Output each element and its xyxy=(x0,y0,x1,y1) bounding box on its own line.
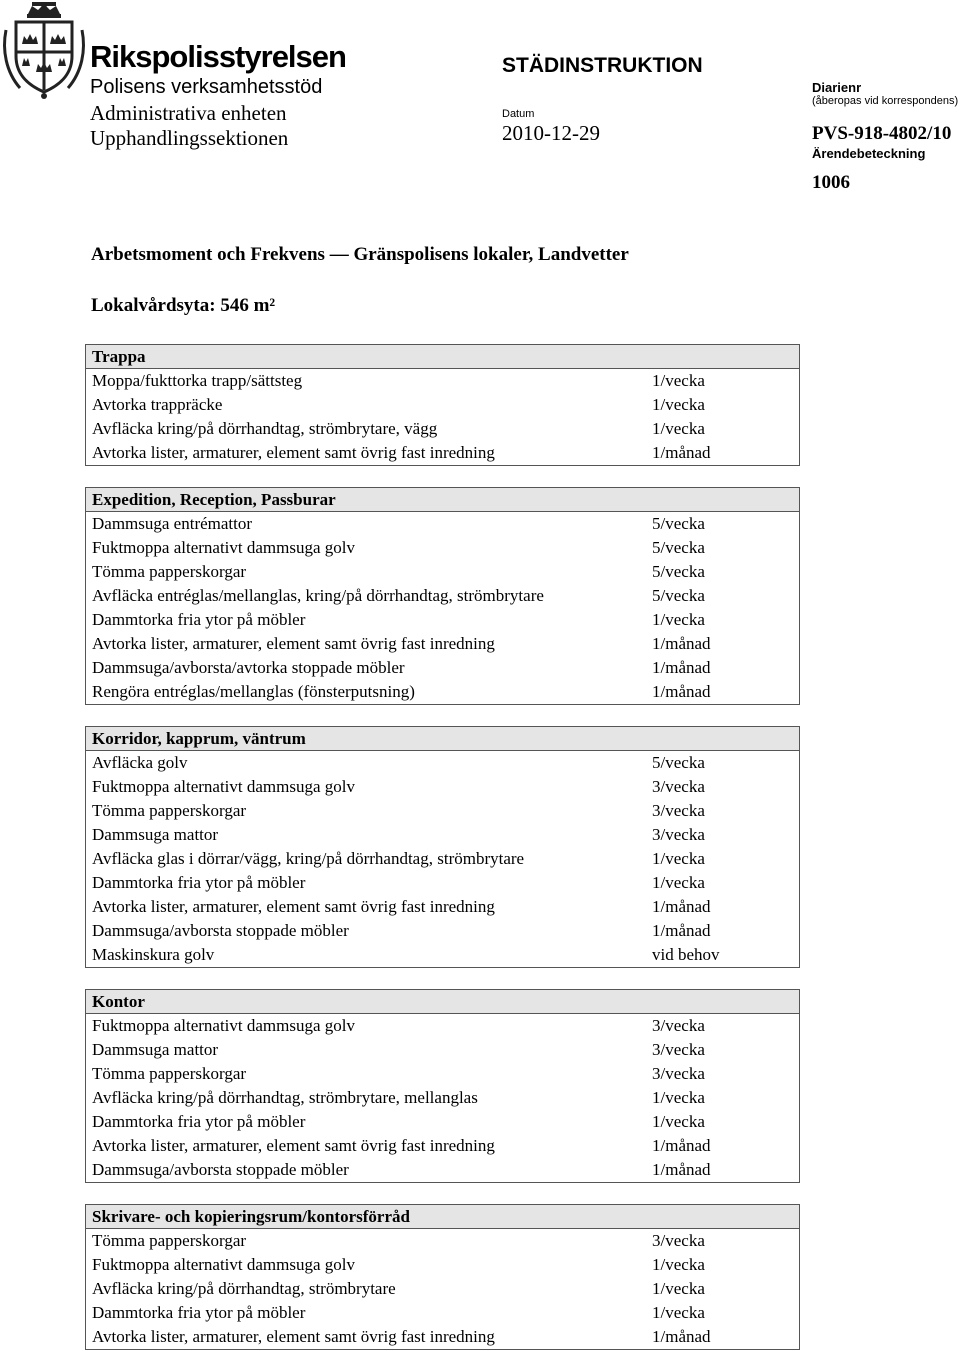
diary-number-label: Diarienr xyxy=(812,80,862,95)
task-row xyxy=(86,441,799,465)
task-frequency: 1/månad xyxy=(652,1327,711,1346)
task-row xyxy=(86,1277,799,1301)
task-row xyxy=(86,1062,799,1086)
section-title: Korridor, kapprum, väntrum xyxy=(86,727,799,751)
task-name: Avtorka lister, armaturer, element samt övrig fast inredning xyxy=(92,443,495,462)
task-frequency: 5/vecka xyxy=(652,753,705,772)
task-row xyxy=(86,1301,799,1325)
task-row xyxy=(86,1229,799,1253)
cleaning-area: Lokalvårdsyta: 546 m² xyxy=(91,295,276,316)
case-reference-label: Ärendebeteckning xyxy=(812,146,926,161)
task-frequency: 5/vecka xyxy=(652,514,705,533)
date-label: Datum xyxy=(502,108,535,120)
task-frequency: 1/månad xyxy=(652,897,711,916)
task-name: Rengöra entréglas/mellanglas (fönsterputsning) xyxy=(92,682,415,701)
task-name: Avtorka lister, armaturer, element samt övrig fast inredning xyxy=(92,1327,495,1346)
task-name: Avfläcka golv xyxy=(92,753,188,772)
task-name: Fuktmoppa alternativt dammsuga golv xyxy=(92,1016,355,1035)
task-row xyxy=(86,632,799,656)
task-frequency: 1/månad xyxy=(652,921,711,940)
task-row xyxy=(86,393,799,417)
task-name: Dammsuga/avborsta stoppade möbler xyxy=(92,921,349,940)
task-row xyxy=(86,847,799,871)
task-row xyxy=(86,1086,799,1110)
task-name: Moppa/fukttorka trapp/sättsteg xyxy=(92,371,303,390)
task-frequency: 3/vecka xyxy=(652,1231,705,1250)
task-frequency: 3/vecka xyxy=(652,1064,705,1083)
task-name: Maskinskura golv xyxy=(92,945,215,964)
task-row xyxy=(86,1110,799,1134)
organization-section: Upphandlingssektionen xyxy=(90,126,289,150)
task-name: Dammsuga entrémattor xyxy=(92,514,253,533)
section-korridor xyxy=(85,726,800,968)
task-frequency: 1/vecka xyxy=(652,419,705,438)
task-frequency: 3/vecka xyxy=(652,825,705,844)
task-row xyxy=(86,751,799,775)
task-frequency: 1/månad xyxy=(652,1136,711,1155)
task-name: Avtorka trappräcke xyxy=(92,395,223,414)
task-name: Dammsuga mattor xyxy=(92,825,219,844)
task-row xyxy=(86,656,799,680)
task-name: Avtorka lister, armaturer, element samt övrig fast inredning xyxy=(92,1136,495,1155)
task-name: Avfläcka glas i dörrar/vägg, kring/på dörrhandtag, strömbrytare xyxy=(92,849,525,868)
task-name: Dammtorka fria ytor på möbler xyxy=(92,1112,306,1131)
task-name: Avfläcka kring/på dörrhandtag, strömbrytare xyxy=(92,1279,396,1298)
task-name: Avtorka lister, armaturer, element samt övrig fast inredning xyxy=(92,634,495,653)
section-trappa xyxy=(85,344,800,466)
section-title: Expedition, Reception, Passburar xyxy=(86,488,799,512)
organization-unit: Administrativa enheten xyxy=(90,101,287,125)
task-name: Avfläcka kring/på dörrhandtag, strömbrytare, mellanglas xyxy=(92,1088,478,1107)
task-name: Fuktmoppa alternativt dammsuga golv xyxy=(92,538,355,557)
organization-subtitle: Polisens verksamhetsstöd xyxy=(90,76,323,98)
task-name: Avfläcka kring/på dörrhandtag, strömbrytare, vägg xyxy=(92,419,438,438)
section-title: Skrivare- och kopieringsrum/kontorsförråd xyxy=(86,1205,799,1229)
task-name: Avtorka lister, armaturer, element samt övrig fast inredning xyxy=(92,897,495,916)
task-frequency: 3/vecka xyxy=(652,801,705,820)
task-row xyxy=(86,584,799,608)
task-name: Avfläcka entréglas/mellanglas, kring/på dörrhandtag, strömbrytare xyxy=(92,586,544,605)
swedish-police-crest-icon xyxy=(0,0,88,100)
task-row xyxy=(86,1325,799,1349)
task-name: Dammtorka fria ytor på möbler xyxy=(92,1303,306,1322)
task-row xyxy=(86,417,799,441)
task-frequency: 1/vecka xyxy=(652,610,705,629)
task-frequency: 5/vecka xyxy=(652,562,705,581)
date-value: 2010-12-29 xyxy=(502,121,600,145)
section-expedition xyxy=(85,487,800,705)
task-frequency: 1/månad xyxy=(652,634,711,653)
task-name: Tömma papperskorgar xyxy=(92,1064,247,1083)
task-frequency: 1/vecka xyxy=(652,1112,705,1131)
task-row xyxy=(86,369,799,393)
task-name: Dammsuga mattor xyxy=(92,1040,219,1059)
task-name: Dammsuga/avborsta stoppade möbler xyxy=(92,1160,349,1179)
case-reference: 1006 xyxy=(812,172,850,193)
task-row xyxy=(86,919,799,943)
task-row xyxy=(86,680,799,704)
task-name: Dammtorka fria ytor på möbler xyxy=(92,610,306,629)
section-title: Trappa xyxy=(86,345,799,369)
diary-number-note: (åberopas vid korrespondens) xyxy=(812,95,959,107)
task-name: Tömma papperskorgar xyxy=(92,801,247,820)
main-heading: Arbetsmoment och Frekvens — Gränspolisens lokaler, Landvetter xyxy=(91,244,629,265)
task-row xyxy=(86,871,799,895)
organization-name: Rikspolisstyrelsen xyxy=(90,39,346,74)
task-frequency: 1/månad xyxy=(652,443,711,462)
task-row xyxy=(86,512,799,536)
task-row xyxy=(86,608,799,632)
task-row xyxy=(86,1038,799,1062)
task-frequency: 1/månad xyxy=(652,1160,711,1179)
diary-number: PVS-918-4802/10 xyxy=(812,123,952,144)
task-name: Dammtorka fria ytor på möbler xyxy=(92,873,306,892)
task-frequency: 3/vecka xyxy=(652,1016,705,1035)
task-name: Tömma papperskorgar xyxy=(92,1231,247,1250)
task-frequency: 1/vecka xyxy=(652,849,705,868)
task-frequency: 1/månad xyxy=(652,682,711,701)
task-frequency: 3/vecka xyxy=(652,777,705,796)
section-skrivarrum xyxy=(85,1204,800,1350)
task-name: Tömma papperskorgar xyxy=(92,562,247,581)
task-frequency: 1/vecka xyxy=(652,1303,705,1322)
task-frequency: 1/vecka xyxy=(652,371,705,390)
task-frequency: 1/vecka xyxy=(652,1279,705,1298)
task-row xyxy=(86,560,799,584)
document-title: STÄDINSTRUKTION xyxy=(502,54,703,77)
task-row xyxy=(86,799,799,823)
task-frequency: 1/vecka xyxy=(652,1088,705,1107)
task-frequency: 1/vecka xyxy=(652,1255,705,1274)
task-row xyxy=(86,536,799,560)
task-row xyxy=(86,1158,799,1182)
task-row xyxy=(86,1134,799,1158)
task-frequency: 5/vecka xyxy=(652,538,705,557)
task-frequency: 5/vecka xyxy=(652,586,705,605)
task-row xyxy=(86,775,799,799)
task-frequency: 3/vecka xyxy=(652,1040,705,1059)
task-name: Dammsuga/avborsta/avtorka stoppade möbler xyxy=(92,658,405,677)
task-row xyxy=(86,823,799,847)
section-title: Kontor xyxy=(86,990,799,1014)
task-row xyxy=(86,895,799,919)
task-frequency: 1/vecka xyxy=(652,395,705,414)
task-row xyxy=(86,1014,799,1038)
task-row xyxy=(86,1253,799,1277)
task-row xyxy=(86,943,799,967)
task-frequency: vid behov xyxy=(652,945,720,964)
task-name: Fuktmoppa alternativt dammsuga golv xyxy=(92,777,355,796)
task-name: Fuktmoppa alternativt dammsuga golv xyxy=(92,1255,355,1274)
task-frequency: 1/månad xyxy=(652,658,711,677)
task-frequency: 1/vecka xyxy=(652,873,705,892)
section-kontor xyxy=(85,989,800,1183)
